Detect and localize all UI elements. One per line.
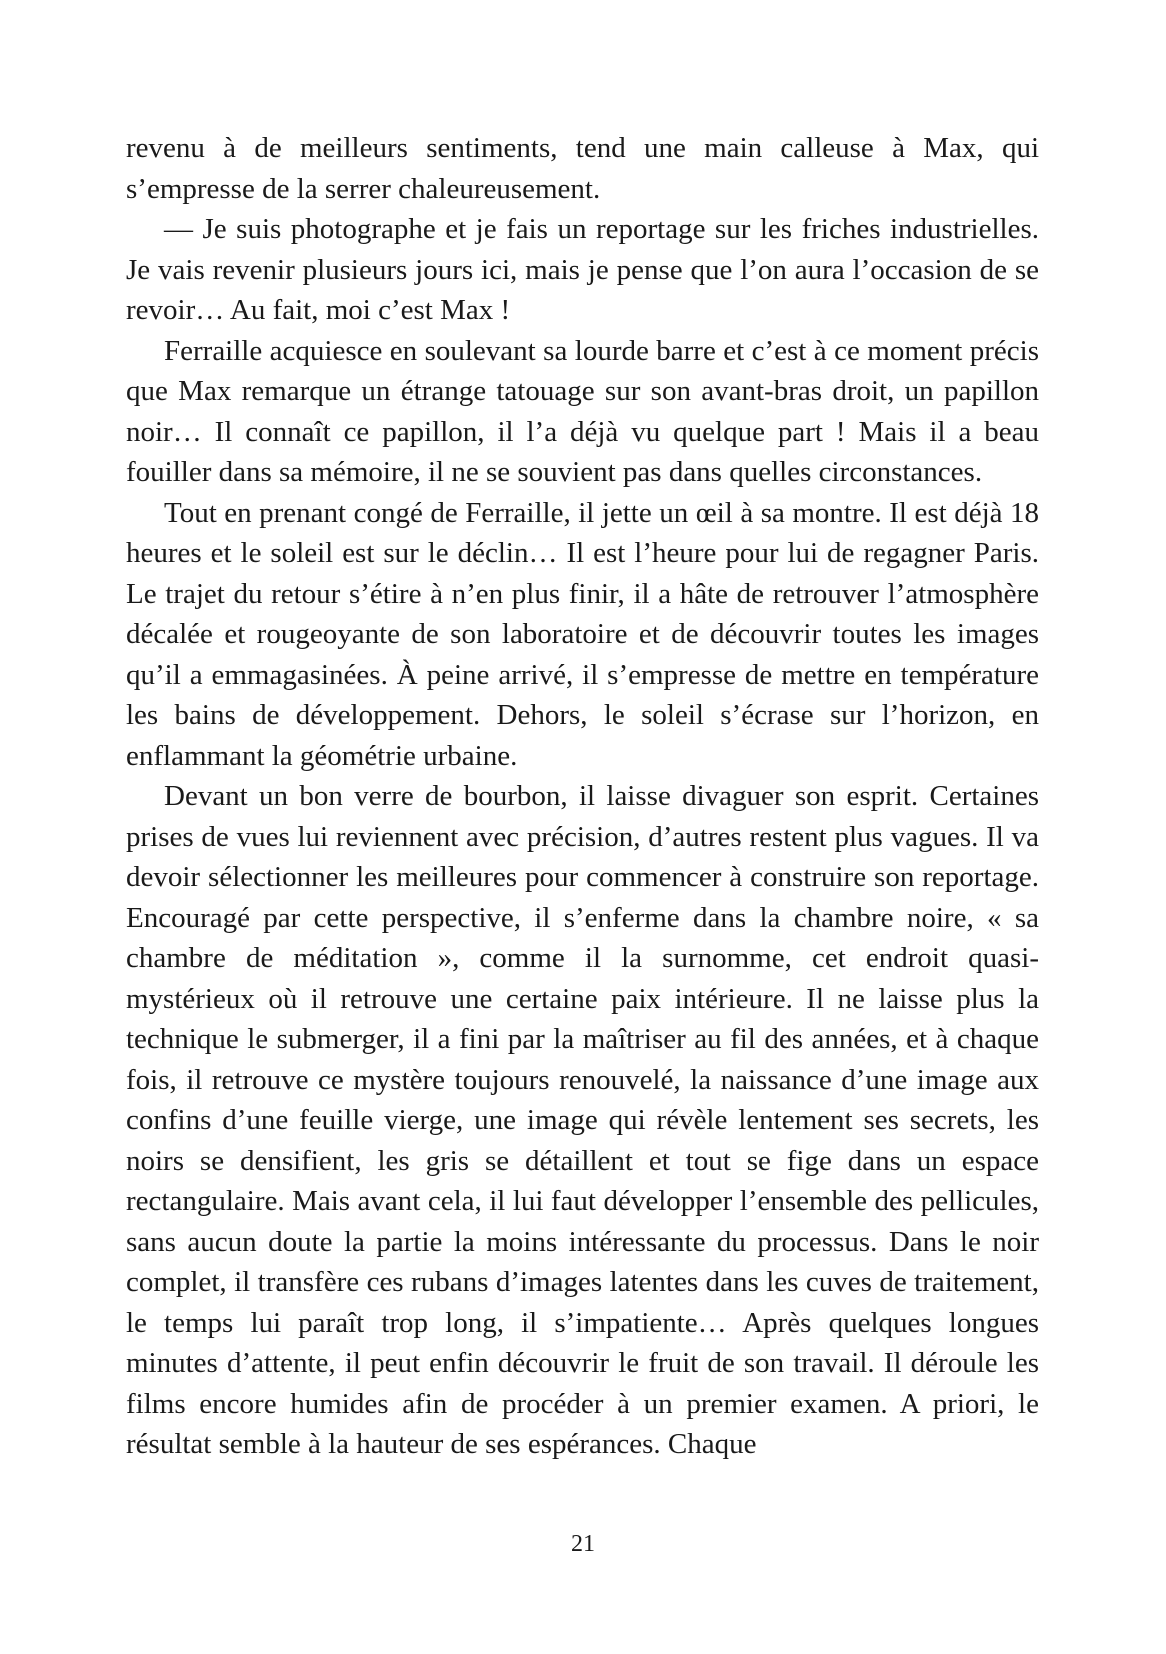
paragraph-dialogue: — Je suis photographe et je fais un reportage sur les friches industrielles. Je vais revenir plusieurs jours ici, mais je pense que l’on aura l’occasion de se revoir… Au fait, moi c’est Max ! (126, 213, 1039, 326)
paragraph: Devant un bon verre de bourbon, il laisse divaguer son esprit. Certaines prises de vues lui reviennent avec précision, d’autres restent plus vagues. Il va devoir sélectionner les meilleures pour commencer à construire son reportage. Encouragé par cette perspective, il s’enferme dans la chambre noire, « sa chambre de méditation », comme il la surnomme, cet endroit quasi-mystérieux où il retrouve une certaine paix intérieure. Il ne laisse plus la technique le submerger, il a fini par la maîtriser au fil des années, et à chaque fois, il retrouve ce mystère toujours renouvelé, la naissance d’une image aux confins d’une feuille vierge, une image qui révèle lentement ses secrets, les noirs se densifient, les gris se détaillent et tout se fige dans un espace rectangulaire. Mais avant cela, il lui faut développer l’ensemble des pellicules, sans aucun doute la partie la moins intéressante du processus. Dans le noir complet, il transfère ces rubans d’images latentes dans les cuves de traitement, le temps lui paraît trop long, il s’impatiente… Après quelques longues minutes d’attente, il peut enfin découvrir le fruit de son travail. Il déroule les films encore humides afin de procéder à un premier examen. A priori, le résultat semble à la hauteur de ses espérances. Chaque (126, 780, 1039, 1460)
paragraph: Tout en prenant congé de Ferraille, il jette un œil à sa montre. Il est déjà 18 heures et le soleil est sur le déclin… Il est l’heure pour lui de regagner Paris. Le trajet du retour s’étire à n’en plus finir, il a hâte de retrouver l’atmosphère décalée et rougeoyante de son laboratoire et de découvrir toutes les images qu’il a emmagasinées. À peine arrivé, il s’empresse de mettre en température les bains de développement. Dehors, le soleil s’écrase sur l’horizon, en enflammant la géométrie urbaine. (126, 496, 1039, 772)
page-number: 21 (571, 1531, 595, 1557)
paragraph-continuation: revenu à de meilleurs sentiments, tend une main calleuse à Max, qui s’empresse de la serrer chaleureusement. (126, 132, 1039, 205)
body-text (126, 128, 1039, 1465)
paragraph: Ferraille acquiesce en soulevant sa lourde barre et c’est à ce moment précis que Max remarque un étrange tatouage sur son avant-bras droit, un papillon noir… Il connaît ce papillon, il l’a déjà vu quelque part ! Mais il a beau fouiller dans sa mémoire, il ne se souvient pas dans quelles circonstances. (126, 334, 1039, 488)
